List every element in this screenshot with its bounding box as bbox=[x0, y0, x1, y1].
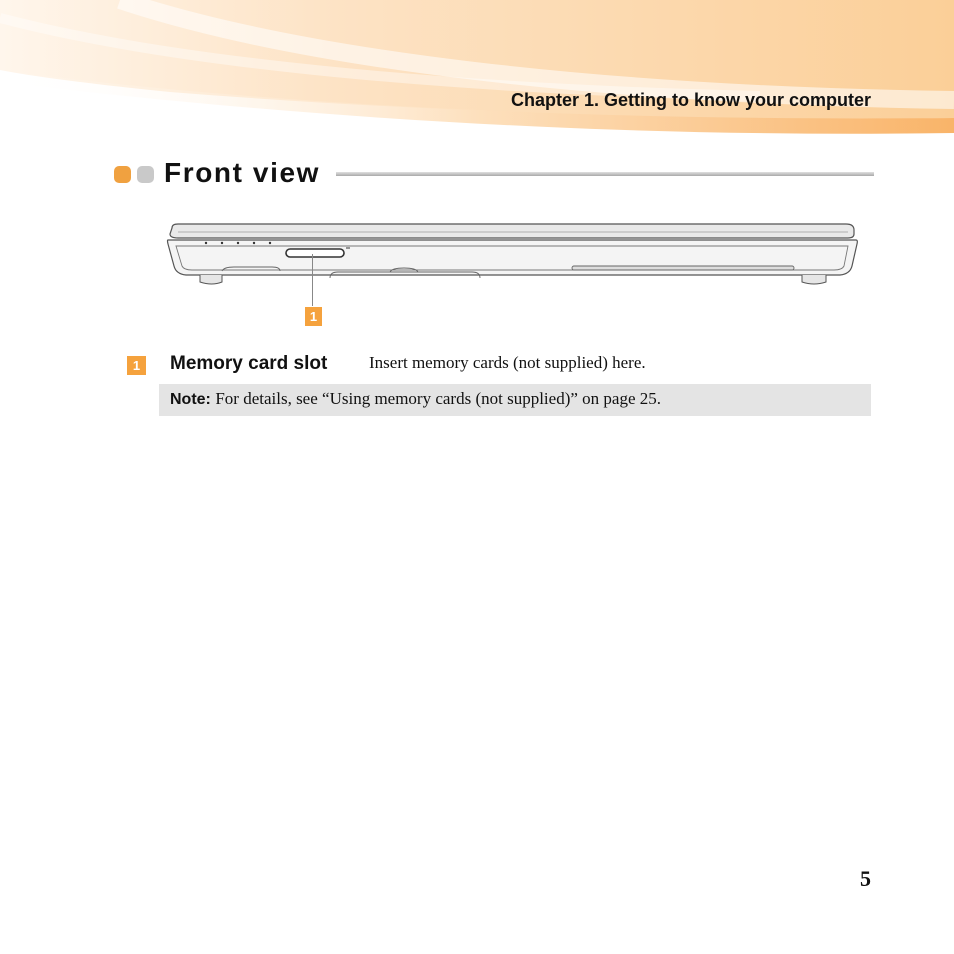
laptop-front-view-illustration bbox=[164, 222, 860, 288]
note-text: For details, see “Using memory cards (not supplied)” on page 25. bbox=[215, 389, 661, 408]
section-header bbox=[114, 156, 874, 192]
callout-leader-line bbox=[312, 254, 313, 306]
chapter-title: Chapter 1. Getting to know your computer bbox=[510, 90, 871, 110]
header-swoosh-graphic bbox=[0, 0, 954, 140]
section-divider bbox=[336, 172, 874, 176]
item-label-memory-card-slot: Memory card slot bbox=[170, 353, 328, 374]
item-description: Insert memory cards (not supplied) here. bbox=[369, 353, 646, 372]
note-label: Note: bbox=[170, 391, 216, 408]
note-box bbox=[159, 384, 871, 416]
page-number: 5 bbox=[860, 866, 871, 891]
gray-bullet-icon bbox=[137, 166, 154, 183]
section-title: Front view bbox=[164, 157, 321, 188]
item-number-badge: 1 bbox=[127, 356, 146, 375]
callout-marker-1: 1 bbox=[305, 307, 322, 326]
orange-bullet-icon bbox=[114, 166, 131, 183]
